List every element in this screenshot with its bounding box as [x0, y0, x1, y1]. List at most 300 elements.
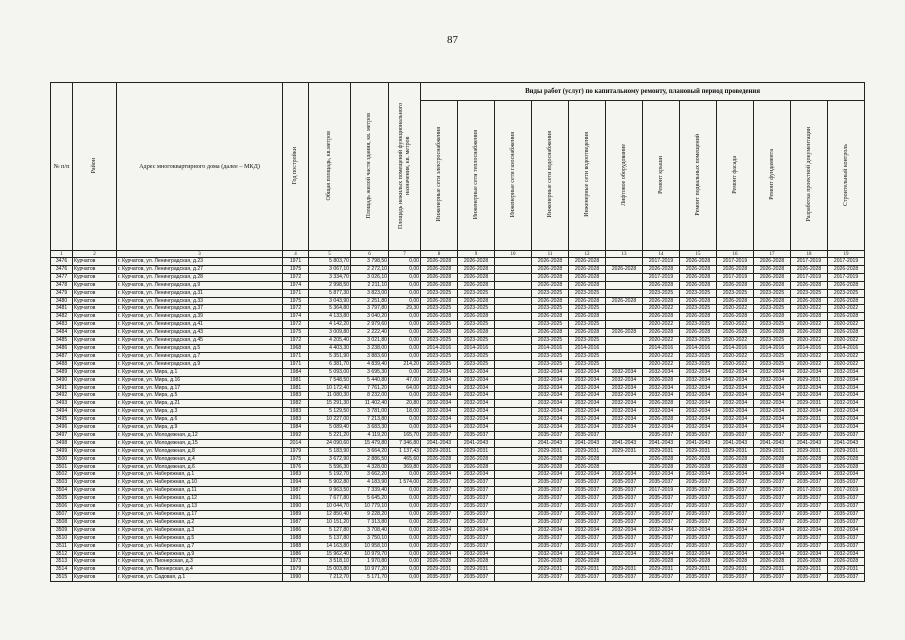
- table-cell: 2023-2025: [828, 289, 865, 297]
- column-number: 14: [643, 251, 680, 258]
- table-cell: 3512: [51, 550, 73, 558]
- table-cell: 2023-2025: [532, 337, 569, 345]
- table-cell: 2032-2034: [606, 384, 643, 392]
- table-cell: 1975: [283, 455, 309, 463]
- table-cell: 2023-2025: [569, 289, 606, 297]
- table-cell: 2032-2034: [754, 424, 791, 432]
- table-cell: 3500: [51, 455, 73, 463]
- table-cell: 2032-2034: [569, 368, 606, 376]
- table-cell: 2035-2037: [791, 518, 828, 526]
- table-cell: 0,00: [389, 265, 421, 273]
- table-cell: 2032-2034: [754, 471, 791, 479]
- table-cell: 2035-2037: [569, 487, 606, 495]
- table-cell: г. Курчатов, ул. Ленинградская, д.23: [117, 258, 283, 266]
- table-cell: 2035-2037: [754, 542, 791, 550]
- table-cell: 2032-2034: [606, 368, 643, 376]
- table-cell: [495, 408, 532, 416]
- table-cell: 2035-2037: [606, 542, 643, 550]
- table-row: [51, 265, 865, 273]
- table-cell: 2032-2034: [458, 471, 495, 479]
- table-cell: 2023-2025: [421, 321, 458, 329]
- table-cell: г. Курчатов, ул. Набережная, д.13: [117, 503, 283, 511]
- table-row: [51, 431, 865, 439]
- table-cell: 3501: [51, 463, 73, 471]
- table-cell: [495, 297, 532, 305]
- table-cell: г. Курчатов, ул. Набережная, д.10: [117, 479, 283, 487]
- table-cell: 2035-2037: [754, 574, 791, 582]
- table-cell: 2026-2028: [421, 258, 458, 266]
- table-cell: 4 142,20: [309, 321, 351, 329]
- table-cell: г. Курчатов, ул. Молодежная, д.15: [117, 439, 283, 447]
- table-cell: 3491: [51, 384, 73, 392]
- table-cell: Курчатов: [73, 542, 117, 550]
- table-cell: 3 683,30: [351, 424, 389, 432]
- table-cell: 5 645,20: [351, 495, 389, 503]
- table-cell: 1981: [283, 384, 309, 392]
- table-cell: г. Курчатов, ул. Мира, д.6: [117, 416, 283, 424]
- table-cell: 2023-2025: [680, 337, 717, 345]
- table-cell: 2035-2037: [754, 495, 791, 503]
- table-cell: 29,30: [389, 305, 421, 313]
- table-cell: 2035-2037: [532, 542, 569, 550]
- header-work-text: Инженерные сети газоснабжения: [509, 131, 516, 218]
- table-row: [51, 313, 865, 321]
- table-cell: 2032-2034: [828, 400, 865, 408]
- table-cell: 2035-2037: [828, 511, 865, 519]
- table-cell: [495, 313, 532, 321]
- header-work-5: [606, 101, 643, 251]
- table-cell: 2032-2034: [717, 408, 754, 416]
- table-cell: 2035-2037: [569, 518, 606, 526]
- table-row: [51, 471, 865, 479]
- table-cell: 2032-2034: [421, 392, 458, 400]
- table-cell: 2026-2028: [643, 281, 680, 289]
- table-cell: 2032-2034: [532, 368, 569, 376]
- table-cell: 2035-2037: [680, 431, 717, 439]
- table-cell: 1994: [283, 479, 309, 487]
- table-cell: 7 212,70: [309, 574, 351, 582]
- table-cell: 2032-2034: [606, 408, 643, 416]
- table-cell: 2035-2037: [532, 479, 569, 487]
- header-work-text: Инженерные сети теплоснабжения: [472, 129, 479, 220]
- table-cell: 2020-2022: [828, 321, 865, 329]
- table-cell: 2035-2037: [458, 574, 495, 582]
- table-cell: 2035-2037: [643, 518, 680, 526]
- table-row: [51, 400, 865, 408]
- table-cell: 2032-2034: [569, 416, 606, 424]
- header-work-7: [680, 101, 717, 251]
- table-cell: 2026-2028: [532, 558, 569, 566]
- table-cell: 2026-2028: [680, 281, 717, 289]
- table-cell: 2035-2037: [569, 574, 606, 582]
- table-cell: [606, 337, 643, 345]
- table-cell: 2035-2037: [828, 479, 865, 487]
- table-cell: 2032-2034: [458, 384, 495, 392]
- header-work-text: Ремонт фасада: [731, 155, 738, 194]
- header-work-text: Инженерные сети водоснабжения: [546, 131, 553, 218]
- table-cell: 2035-2037: [606, 518, 643, 526]
- table-cell: 2026-2028: [421, 265, 458, 273]
- table-cell: 2032-2034: [421, 368, 458, 376]
- table-cell: 10 172,40: [309, 384, 351, 392]
- table-cell: 2026-2028: [569, 273, 606, 281]
- table-cell: 2032-2034: [569, 400, 606, 408]
- table-cell: [495, 289, 532, 297]
- table-cell: 2035-2037: [569, 431, 606, 439]
- table-cell: 2032-2034: [828, 416, 865, 424]
- table-cell: 2032-2034: [569, 550, 606, 558]
- table-cell: г. Курчатов, ул. Молодежная, д.4: [117, 455, 283, 463]
- table-cell: 2035-2037: [421, 534, 458, 542]
- table-cell: 0,00: [389, 566, 421, 574]
- table-cell: Курчатов: [73, 503, 117, 511]
- table-cell: 0,00: [389, 297, 421, 305]
- table-cell: 2041-2043: [421, 439, 458, 447]
- table-cell: [606, 455, 643, 463]
- table-cell: 7 213,80: [351, 416, 389, 424]
- table-cell: [606, 360, 643, 368]
- table-cell: 2041-2043: [569, 439, 606, 447]
- table-cell: 2014-2016: [828, 344, 865, 352]
- table-cell: 2023-2025: [532, 321, 569, 329]
- table-cell: 3 662,20: [351, 471, 389, 479]
- table-cell: 2035-2037: [606, 511, 643, 519]
- table-cell: 11 402,40: [351, 400, 389, 408]
- table-cell: 2035-2037: [532, 495, 569, 503]
- table-row: [51, 368, 865, 376]
- table-cell: 2026-2028: [458, 313, 495, 321]
- table-cell: 2026-2028: [717, 313, 754, 321]
- table-cell: [495, 329, 532, 337]
- header-work-10: [791, 101, 828, 251]
- table-cell: [495, 534, 532, 542]
- table-cell: 2026-2028: [569, 281, 606, 289]
- table-cell: г. Курчатов, ул. Набережная, д.2: [117, 518, 283, 526]
- table-cell: 2020-2022: [717, 321, 754, 329]
- table-cell: 2026-2028: [791, 313, 828, 321]
- table-cell: 1971: [283, 258, 309, 266]
- table-cell: г. Курчатов, ул. Мира, д.9: [117, 424, 283, 432]
- table-cell: 2032-2034: [680, 400, 717, 408]
- table-cell: Курчатов: [73, 368, 117, 376]
- table-cell: 2026-2028: [717, 329, 754, 337]
- table-cell: 2035-2037: [828, 518, 865, 526]
- table-cell: 2026-2028: [532, 297, 569, 305]
- table-cell: 4 119,20: [351, 431, 389, 439]
- table-cell: 1975: [283, 329, 309, 337]
- table-cell: 2035-2037: [717, 518, 754, 526]
- table-cell: 2017-2019: [717, 273, 754, 281]
- table-cell: 1981: [283, 376, 309, 384]
- table-cell: 2035-2037: [606, 487, 643, 495]
- table-cell: Курчатов: [73, 313, 117, 321]
- table-cell: 1990: [283, 503, 309, 511]
- table-cell: 2023-2025: [458, 321, 495, 329]
- table-cell: 2017-2019: [717, 258, 754, 266]
- table-row: [51, 416, 865, 424]
- table-cell: 369,80: [389, 463, 421, 471]
- table-cell: 2035-2037: [421, 542, 458, 550]
- table-cell: 3505: [51, 495, 73, 503]
- table-cell: [495, 352, 532, 360]
- table-cell: 3484: [51, 329, 73, 337]
- table-cell: 2035-2037: [791, 503, 828, 511]
- table-cell: 2035-2037: [754, 431, 791, 439]
- table-cell: 2026-2028: [680, 329, 717, 337]
- table-cell: 0,00: [389, 487, 421, 495]
- table-cell: г. Курчатов, ул. Ленинградская, д.37: [117, 305, 283, 313]
- header-district-text: Район: [91, 157, 98, 174]
- table-cell: 3503: [51, 479, 73, 487]
- table-cell: 5 596,30: [309, 463, 351, 471]
- table-cell: 3498: [51, 439, 73, 447]
- table-cell: 2026-2028: [458, 297, 495, 305]
- page-number: 87: [447, 34, 458, 46]
- table-cell: 2014-2016: [569, 344, 606, 352]
- table-cell: 2029-2031: [643, 447, 680, 455]
- table-cell: 2032-2034: [421, 526, 458, 534]
- table-cell: г. Курчатов, ул. Набережная, д.7: [117, 542, 283, 550]
- table-cell: 2035-2037: [643, 503, 680, 511]
- table-cell: 2023-2025: [680, 289, 717, 297]
- table-cell: 10 044,70: [309, 503, 351, 511]
- table-cell: 2026-2028: [606, 329, 643, 337]
- table-cell: [495, 447, 532, 455]
- table-cell: 2032-2034: [458, 550, 495, 558]
- table-cell: 2035-2037: [754, 487, 791, 495]
- table-cell: 2026-2028: [421, 313, 458, 321]
- table-cell: 2 211,10: [351, 281, 389, 289]
- column-number: 17: [754, 251, 791, 258]
- table-cell: 2032-2034: [717, 400, 754, 408]
- header-work-text: Инженерные сети водоотведения: [583, 132, 590, 217]
- table-cell: 2032-2034: [680, 416, 717, 424]
- table-cell: 2035-2037: [717, 534, 754, 542]
- table-cell: 2035-2037: [606, 534, 643, 542]
- table-cell: 9 228,20: [351, 511, 389, 519]
- table-cell: 2032-2034: [532, 416, 569, 424]
- table-cell: [606, 281, 643, 289]
- table-row: [51, 258, 865, 266]
- table-cell: 3492: [51, 392, 73, 400]
- table-cell: 0,00: [389, 289, 421, 297]
- table-cell: 1984: [283, 368, 309, 376]
- table-cell: 2032-2034: [828, 526, 865, 534]
- table-cell: г. Курчатов, ул. Набережная, д.5: [117, 534, 283, 542]
- table-cell: Курчатов: [73, 447, 117, 455]
- table-cell: 2023-2025: [569, 305, 606, 313]
- table-cell: 0,00: [389, 281, 421, 289]
- table-cell: 2035-2037: [421, 431, 458, 439]
- column-number: 2: [73, 251, 117, 258]
- header-work-0: [421, 101, 458, 251]
- table-cell: 0,00: [389, 542, 421, 550]
- table-cell: 3 067,10: [309, 265, 351, 273]
- table-cell: 2035-2037: [828, 495, 865, 503]
- table-cell: 2026-2028: [532, 463, 569, 471]
- table-cell: Курчатов: [73, 400, 117, 408]
- table-cell: 2023-2025: [680, 305, 717, 313]
- table-cell: 2032-2034: [458, 408, 495, 416]
- table-cell: 2035-2037: [717, 503, 754, 511]
- table-cell: 214,20: [389, 360, 421, 368]
- table-cell: 2035-2037: [754, 518, 791, 526]
- table-cell: 3486: [51, 344, 73, 352]
- table-cell: 1 137,43: [389, 447, 421, 455]
- table-cell: 3488: [51, 360, 73, 368]
- table-cell: 2032-2034: [458, 416, 495, 424]
- table-cell: 2023-2025: [532, 352, 569, 360]
- table-cell: 2032-2034: [643, 392, 680, 400]
- header-work-text: Ремонт фундамента: [768, 149, 775, 200]
- table-cell: 2035-2037: [458, 431, 495, 439]
- table-cell: 3507: [51, 511, 73, 519]
- column-number: 4: [283, 251, 309, 258]
- table-cell: г. Курчатов, ул. Молодежная, д.12: [117, 431, 283, 439]
- table-cell: 2032-2034: [421, 471, 458, 479]
- table-cell: 2026-2028: [606, 297, 643, 305]
- table-cell: 2026-2028: [458, 463, 495, 471]
- table-cell: 2020-2022: [828, 352, 865, 360]
- table-cell: 2026-2028: [791, 265, 828, 273]
- table-cell: г. Курчатов, ул. Ленинградская, д.5: [117, 344, 283, 352]
- table-cell: [606, 305, 643, 313]
- table-cell: 2035-2037: [606, 479, 643, 487]
- table-cell: 7 313,80: [351, 518, 389, 526]
- table-cell: 2032-2034: [569, 408, 606, 416]
- table-cell: 2026-2028: [643, 329, 680, 337]
- header-work-text: Лифтовое оборудование: [620, 143, 627, 206]
- table-cell: 2041-2043: [828, 439, 865, 447]
- table-cell: 2029-2031: [569, 447, 606, 455]
- table-cell: 2026-2028: [828, 455, 865, 463]
- table-cell: 2023-2025: [717, 289, 754, 297]
- table-cell: 2026-2028: [532, 281, 569, 289]
- table-cell: 2026-2028: [754, 265, 791, 273]
- table-row: [51, 424, 865, 432]
- table-cell: 2023-2025: [680, 360, 717, 368]
- table-row: [51, 455, 865, 463]
- column-number: 6: [351, 251, 389, 258]
- table-cell: г. Курчатов, ул. Пионерская, д.4: [117, 566, 283, 574]
- table-cell: 5 877,30: [309, 289, 351, 297]
- table-row: [51, 518, 865, 526]
- table-cell: 2032-2034: [717, 416, 754, 424]
- table-cell: 2026-2028: [421, 455, 458, 463]
- table-cell: Курчатов: [73, 431, 117, 439]
- table-cell: 2026-2028: [791, 281, 828, 289]
- table-cell: 2026-2028: [532, 329, 569, 337]
- table-row: [51, 439, 865, 447]
- table-cell: Курчатов: [73, 321, 117, 329]
- table-cell: 2032-2034: [643, 368, 680, 376]
- table-cell: Курчатов: [73, 281, 117, 289]
- table-cell: 2026-2028: [717, 463, 754, 471]
- table-cell: 7 677,80: [309, 495, 351, 503]
- table-cell: 3481: [51, 305, 73, 313]
- table-cell: 2032-2034: [717, 368, 754, 376]
- table-cell: 3514: [51, 566, 73, 574]
- table-cell: 3 043,90: [309, 297, 351, 305]
- table-cell: 2035-2037: [569, 495, 606, 503]
- table-cell: 2020-2022: [791, 321, 828, 329]
- header-nonliving-area: [389, 83, 421, 251]
- table-cell: Курчатов: [73, 574, 117, 582]
- table-cell: г. Курчатов, ул. Ленинградская, д.31: [117, 289, 283, 297]
- table-cell: 1979: [283, 447, 309, 455]
- header-work-4: [569, 101, 606, 251]
- table-row: [51, 392, 865, 400]
- table-row: [51, 487, 865, 495]
- table-cell: 2035-2037: [606, 495, 643, 503]
- table-cell: 2032-2034: [791, 526, 828, 534]
- table-cell: 2035-2037: [791, 511, 828, 519]
- table-cell: [495, 566, 532, 574]
- table-cell: Курчатов: [73, 439, 117, 447]
- table-cell: 2029-2031: [717, 447, 754, 455]
- table-cell: 2035-2037: [828, 542, 865, 550]
- column-number: 11: [532, 251, 569, 258]
- table-cell: Курчатов: [73, 305, 117, 313]
- table-cell: 3509: [51, 526, 73, 534]
- table-cell: г. Курчатов, ул. Ленинградская, д.41: [117, 321, 283, 329]
- table-cell: Курчатов: [73, 384, 117, 392]
- table-cell: 2035-2037: [754, 479, 791, 487]
- table-cell: 24 090,60: [309, 439, 351, 447]
- table-cell: 2029-2031: [828, 447, 865, 455]
- table-cell: [606, 313, 643, 321]
- table-cell: 4 183,90: [351, 479, 389, 487]
- table-cell: 2035-2037: [421, 511, 458, 519]
- table-cell: 3494: [51, 408, 73, 416]
- table-cell: 2017-2019: [643, 487, 680, 495]
- table-cell: [495, 518, 532, 526]
- table-cell: 2035-2037: [532, 431, 569, 439]
- table-cell: 2026-2028: [421, 558, 458, 566]
- table-cell: 2035-2037: [717, 487, 754, 495]
- table-cell: 2032-2034: [458, 392, 495, 400]
- table-cell: 2026-2028: [828, 558, 865, 566]
- table-cell: 2026-2028: [754, 329, 791, 337]
- table-cell: 2029-2031: [791, 376, 828, 384]
- header-work-1: [458, 101, 495, 251]
- table-cell: 2035-2037: [791, 534, 828, 542]
- table-cell: 2023-2025: [421, 289, 458, 297]
- table-cell: 0,00: [389, 313, 421, 321]
- table-cell: 2023-2025: [532, 289, 569, 297]
- table-cell: г. Курчатов, ул. Мира, д.1: [117, 368, 283, 376]
- table-cell: 3476: [51, 265, 73, 273]
- table-cell: 2032-2034: [606, 416, 643, 424]
- table-cell: 2032-2034: [421, 550, 458, 558]
- table-row: [51, 495, 865, 503]
- table-cell: 0,00: [389, 574, 421, 582]
- table-cell: 1971: [283, 289, 309, 297]
- table-cell: 2014-2016: [532, 344, 569, 352]
- table-cell: 2026-2028: [643, 416, 680, 424]
- table-cell: 2035-2037: [680, 479, 717, 487]
- table-cell: [495, 463, 532, 471]
- table-row: [51, 289, 865, 297]
- table-cell: 2026-2028: [680, 273, 717, 281]
- table-cell: 2032-2034: [828, 392, 865, 400]
- column-number: 15: [680, 251, 717, 258]
- table-cell: 2035-2037: [569, 479, 606, 487]
- table-cell: 3 518,10: [309, 558, 351, 566]
- table-cell: 3502: [51, 471, 73, 479]
- table-cell: 7 346,80: [389, 439, 421, 447]
- table-cell: 0,00: [389, 424, 421, 432]
